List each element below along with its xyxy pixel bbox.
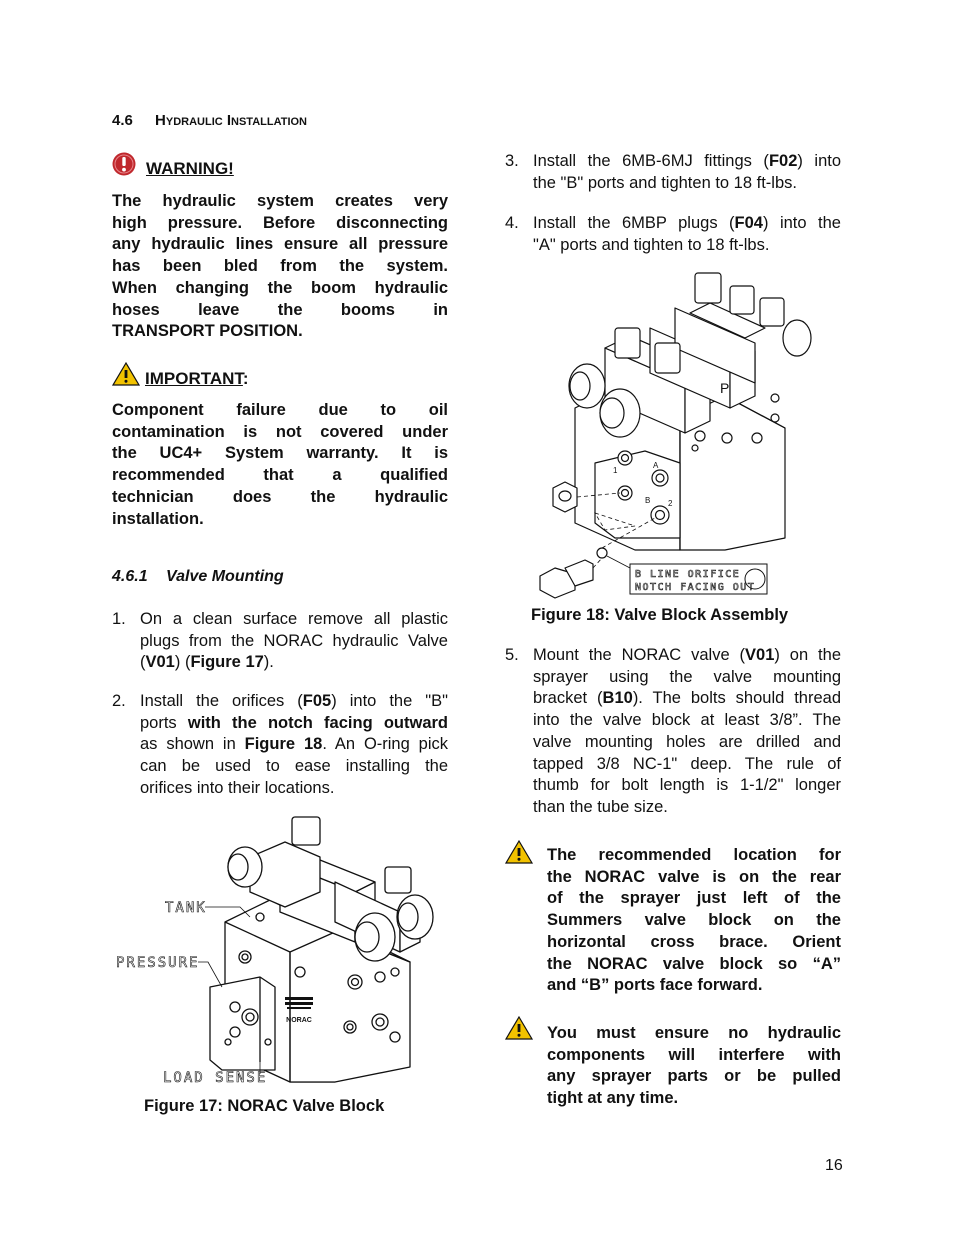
svg-text:A: A [653,461,659,470]
figure-18-drawing [535,268,775,598]
step-number: 4. [505,214,519,232]
text-span: Install the 6MB-6MJ fittings ( [533,152,769,170]
svg-text:1: 1 [613,466,618,475]
step-4 [505,213,841,256]
caution-triangle-icon [505,1016,533,1040]
figure-17-caption: Figure 17: NORAC Valve Block [144,1097,385,1115]
important-colon: : [242,369,249,388]
step-number: 2. [112,692,126,710]
important-line: installation. [112,509,204,528]
step-3 [505,151,841,194]
figure-17-stamp: NORAC [286,1017,312,1024]
step-line [140,713,448,735]
step-line: plugs from the NORAC hydraulic Valve [140,631,448,650]
warning-line: any hydraulic lines ensure all pressure [112,235,448,254]
important-label: IMPORTANT [145,369,243,388]
label-pressure: PRESSURE [116,955,200,971]
note-line: any sprayer parts or be pulled [547,1067,841,1086]
note-line: The recommended location for [547,846,841,864]
note-line: tight at any time. [547,1089,679,1108]
part-code: B10 [602,689,633,708]
note-interference [547,1023,841,1110]
step-line: the "B" ports and tighten to 18 ft-lbs. [533,173,797,192]
text-span: . An O-ring pick [322,735,449,754]
important-line: Component failure due to oil [112,401,448,419]
important-line: recommended that a qualified [112,466,448,485]
subsection-title: Valve Mounting [166,568,284,585]
caution-triangle-icon [505,840,533,864]
figure-ref: Figure 18 [244,735,323,754]
text-span: with the notch facing outward [187,713,448,732]
warning-line: high pressure. Before disconnecting [112,213,448,232]
step-line: tapped 3/8 NC-1" deep. The rule of [533,754,841,773]
note-line: and “B” ports face forward. [547,976,763,995]
figure-17-drawing [110,812,450,1090]
warning-line: When changing the boom hydraulic [112,278,448,297]
section-title: Hydraulic Installation [155,112,307,129]
note-line: Summers valve block on the [547,911,841,930]
part-code: F05 [302,692,332,710]
important-line: contamination is not covered under [112,422,448,441]
svg-text:B: B [645,496,651,505]
text-span: ) ( [174,653,191,672]
page-number: 16 [825,1157,843,1174]
step-number: 3. [505,152,519,170]
step-line: than the tube size. [533,797,668,816]
text-span: ) on the [774,646,841,664]
step-line: sprayer using the valve mounting [533,667,841,686]
subsection-heading [112,568,284,586]
note-line: of the sprayer just left of the [547,889,841,908]
step-line [533,688,841,710]
step-line [533,645,841,667]
important-heading [112,362,412,390]
step-line [533,213,841,235]
step-line [533,151,841,173]
callout-line-2: NOTCH FACING OUT [635,582,756,593]
warning-label: WARNING! [146,159,234,178]
note-line: the NORAC valve block so “A” [547,954,841,973]
text-span: ) into the "B" [331,692,448,710]
svg-text:P: P [720,380,730,396]
step-line: can be used to ease installing the [140,757,448,776]
text-span: Install the 6MBP plugs ( [533,214,735,232]
note-recommended-location [547,845,841,997]
label-tank: TANK [165,900,207,916]
step-line [140,652,448,674]
step-line: thumb for bolt length is 1-1/2" longer [533,776,841,795]
svg-text:2: 2 [668,499,673,508]
step-line [140,691,448,713]
step-number: 1. [112,610,126,628]
step-line: valve mounting holes are drilled and [533,732,841,751]
warning-line: The hydraulic system creates very [112,192,448,210]
figure-ref: Figure 17 [190,653,264,672]
callout-line-1: B LINE ORIFICE [635,569,741,580]
label-load-sense: LOAD SENSE [163,1070,268,1086]
important-text [112,400,448,530]
step-line: "A" ports and tighten to 18 ft-lbs. [533,235,770,254]
section-heading [112,112,307,129]
part-code: V01 [145,653,175,672]
note-line: the NORAC valve is on the rear [547,867,841,886]
warning-text [112,191,448,343]
step-2 [112,691,448,800]
note-line: You must ensure no hydraulic [547,1024,841,1042]
figure-18-caption: Figure 18: Valve Block Assembly [531,606,789,624]
text-span: Install the orifices ( [140,692,303,710]
text-span: ( [140,653,146,672]
warning-line: hoses leave the booms in [112,300,448,319]
step-5 [505,645,841,819]
text-span: Mount the NORAC valve ( [533,646,746,664]
important-line: technician does the hydraulic [112,487,448,506]
text-span: ) into [797,152,842,170]
text-span: ports [140,713,188,732]
step-1 [112,609,448,674]
step-line: orifices into their locations. [140,778,335,797]
note-line: horizontal cross brace. Orient [547,932,841,951]
text-span: ). The bolts should thread [632,689,841,708]
important-line: the UC4+ System warranty. It is [112,444,448,463]
warning-line: TRANSPORT POSITION. [112,322,303,341]
subsection-number: 4.6.1 [112,568,148,585]
part-code: F04 [734,214,763,232]
text-span: as shown in [140,735,245,754]
step-line: On a clean surface remove all plastic [140,610,448,628]
step-line [140,734,448,756]
warning-line: has been bled from the system. [112,257,448,276]
text-span: ). [263,653,274,672]
section-number: 4.6 [112,112,133,129]
step-number: 5. [505,646,519,664]
warning-octagon-icon [112,152,136,176]
note-line: components will interfere with [547,1045,841,1064]
caution-triangle-icon [112,362,140,386]
text-span: ) into the [762,214,841,232]
text-span: bracket ( [533,689,603,708]
step-line: into the valve block at least 3/8”. The [533,711,841,730]
part-code: F02 [768,152,798,170]
part-code: V01 [745,646,775,664]
